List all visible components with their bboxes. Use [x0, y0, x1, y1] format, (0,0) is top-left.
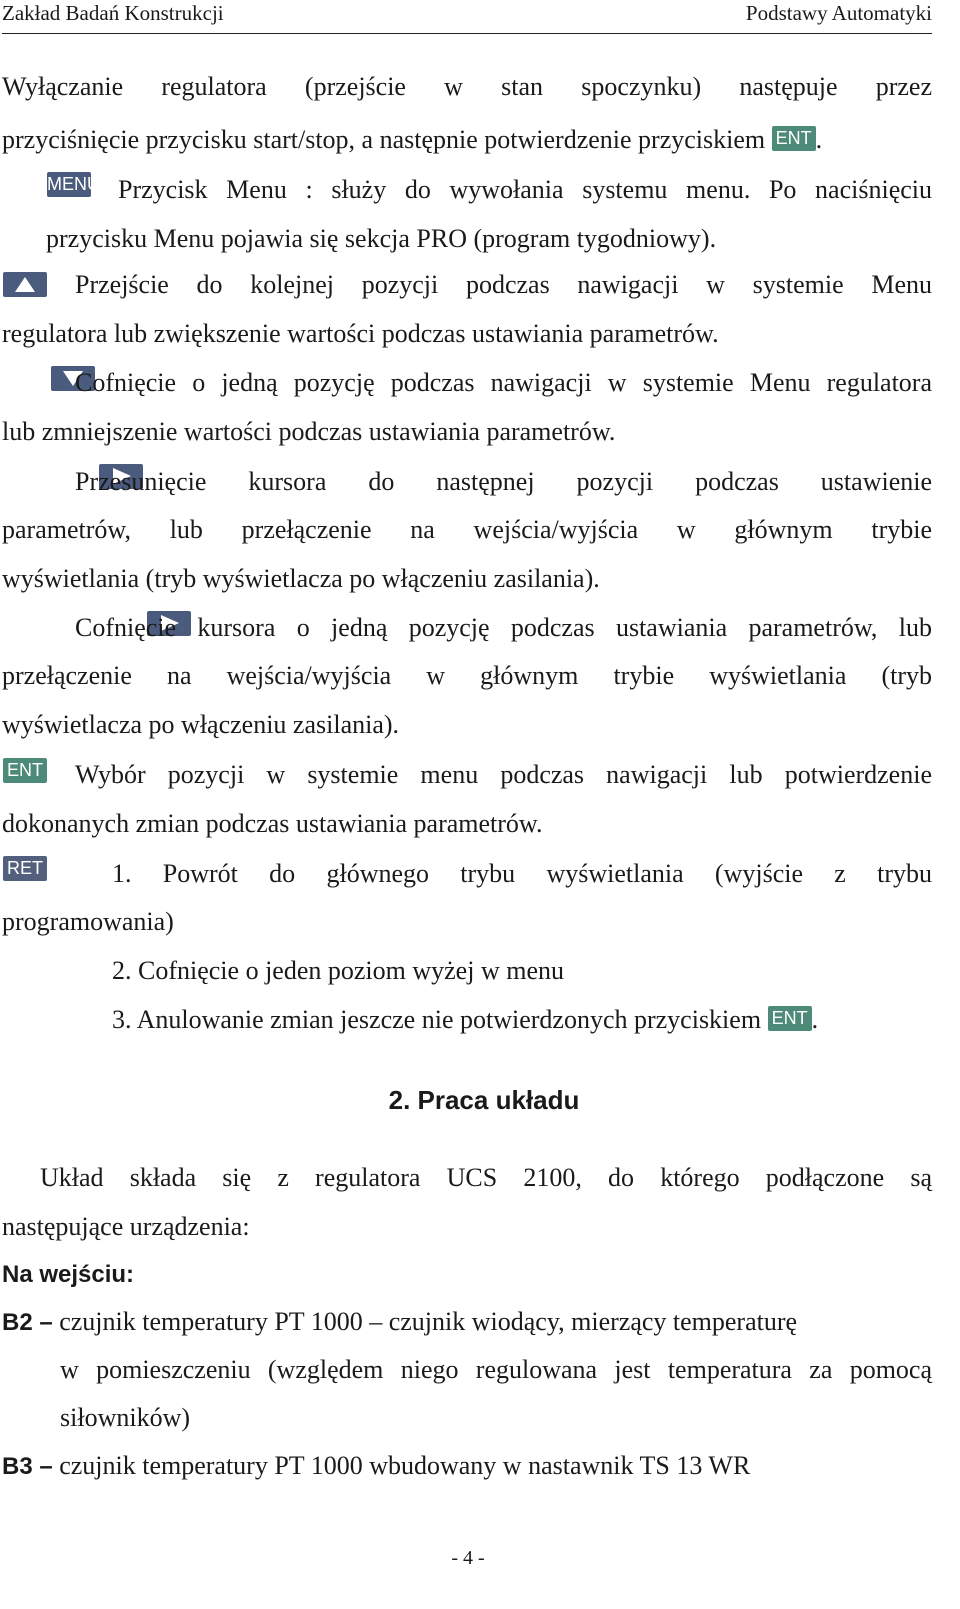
- p1-line1: Wyłączanie regulatora (przejście w stan spoczynku) następuje przez: [2, 72, 932, 101]
- p1-line2-text: przyciśnięcie przycisku start/stop, a następnie potwierdzenie przyciskiem: [2, 125, 766, 154]
- b3-line1-text: czujnik temperatury PT 1000 wbudowany w nastawnik TS 13 WR: [59, 1451, 751, 1480]
- b2-line1-text: czujnik temperatury PT 1000 – czujnik wiodący, mierzący temperaturę: [59, 1307, 798, 1336]
- up-line2: regulatora lub zwiększenie wartości podczas ustawiania parametrów.: [2, 319, 719, 348]
- right2-line2: przełączenie na wejścia/wyjścia w głównym trybie wyświetlania (tryb: [2, 661, 932, 690]
- ret-line2: programowania): [2, 907, 174, 936]
- b2-line3: siłowników): [60, 1403, 190, 1432]
- ret-line3: 2. Cofnięcie o jeden poziom wyżej w menu: [112, 956, 564, 985]
- header-right-text: Podstawy Automatyki: [745, 1, 932, 25]
- section-title: 2. Praca układu: [388, 1085, 580, 1115]
- right2-line1: Cofnięcie kursora o jedną pozycję podczas ustawiania parametrów, lub: [75, 613, 932, 642]
- down-line2: lub zmniejszenie wartości podczas ustawiania parametrów.: [2, 417, 616, 446]
- ent-key-icon: ENT: [772, 126, 816, 151]
- menu-line1: Przycisk Menu : służy do wywołania systemu menu. Po naciśnięciu: [118, 175, 932, 204]
- ent-line2: dokonanych zmian podczas ustawiania parametrów.: [2, 809, 543, 838]
- up-line1: Przejście do kolejnej pozycji podczas nawigacji w systemie Menu: [75, 270, 932, 299]
- menu-key-icon: MENU: [47, 172, 91, 197]
- ent-line1: Wybór pozycji w systemie menu podczas nawigacji lub potwierdzenie: [75, 760, 932, 789]
- menu-line2: przycisku Menu pojawia się sekcja PRO (program tygodniowy).: [46, 224, 717, 253]
- header-left-text: Zakład Badań Konstrukcji: [2, 1, 224, 25]
- ret-line1: 1. Powrót do głównego trybu wyświetlania (wyjście z trybu: [112, 859, 932, 888]
- ent-key-icon: ENT: [768, 1006, 812, 1031]
- ent-key-icon: ENT: [3, 758, 47, 783]
- ret-line4: [112, 1005, 932, 1035]
- b2-code: B2 –: [2, 1309, 53, 1336]
- p1-line2-end: .: [815, 125, 823, 154]
- p1-line2: [2, 125, 932, 155]
- ret-line4-end: .: [811, 1005, 819, 1034]
- b2-line1: [2, 1307, 932, 1338]
- right1-line1: Przesunięcie kursora do następnej pozycji podczas ustawienie: [75, 467, 932, 496]
- page-header: [2, 0, 932, 34]
- work-line2: następujące urządzenia:: [2, 1212, 250, 1241]
- right2-line3: wyświetlacza po włączeniu zasilania).: [2, 710, 400, 739]
- page-number: - 4 -: [451, 1547, 485, 1569]
- arrow-up-key-icon: [3, 272, 47, 297]
- right1-line2: parametrów, lub przełączenie na wejścia/wyjścia w głównym trybie: [2, 515, 932, 544]
- inputs-label: Na wejściu:: [2, 1261, 135, 1288]
- right1-line3: wyświetlania (tryb wyświetlacza po włączeniu zasilania).: [2, 564, 600, 593]
- b3-line1: [2, 1451, 932, 1482]
- work-line1: Układ składa się z regulatora UCS 2100, do którego podłączone są: [40, 1163, 932, 1192]
- ret-line4-text: 3. Anulowanie zmian jeszcze nie potwierdzonych przyciskiem: [112, 1005, 762, 1034]
- ret-key-icon: RET: [3, 856, 47, 881]
- b2-line2: w pomieszczeniu (względem niego regulowana jest temperatura za pomocą: [60, 1355, 932, 1384]
- down-line1: Cofnięcie o jedną pozycję podczas nawigacji w systemie Menu regulatora: [75, 368, 932, 397]
- b3-code: B3 –: [2, 1453, 53, 1480]
